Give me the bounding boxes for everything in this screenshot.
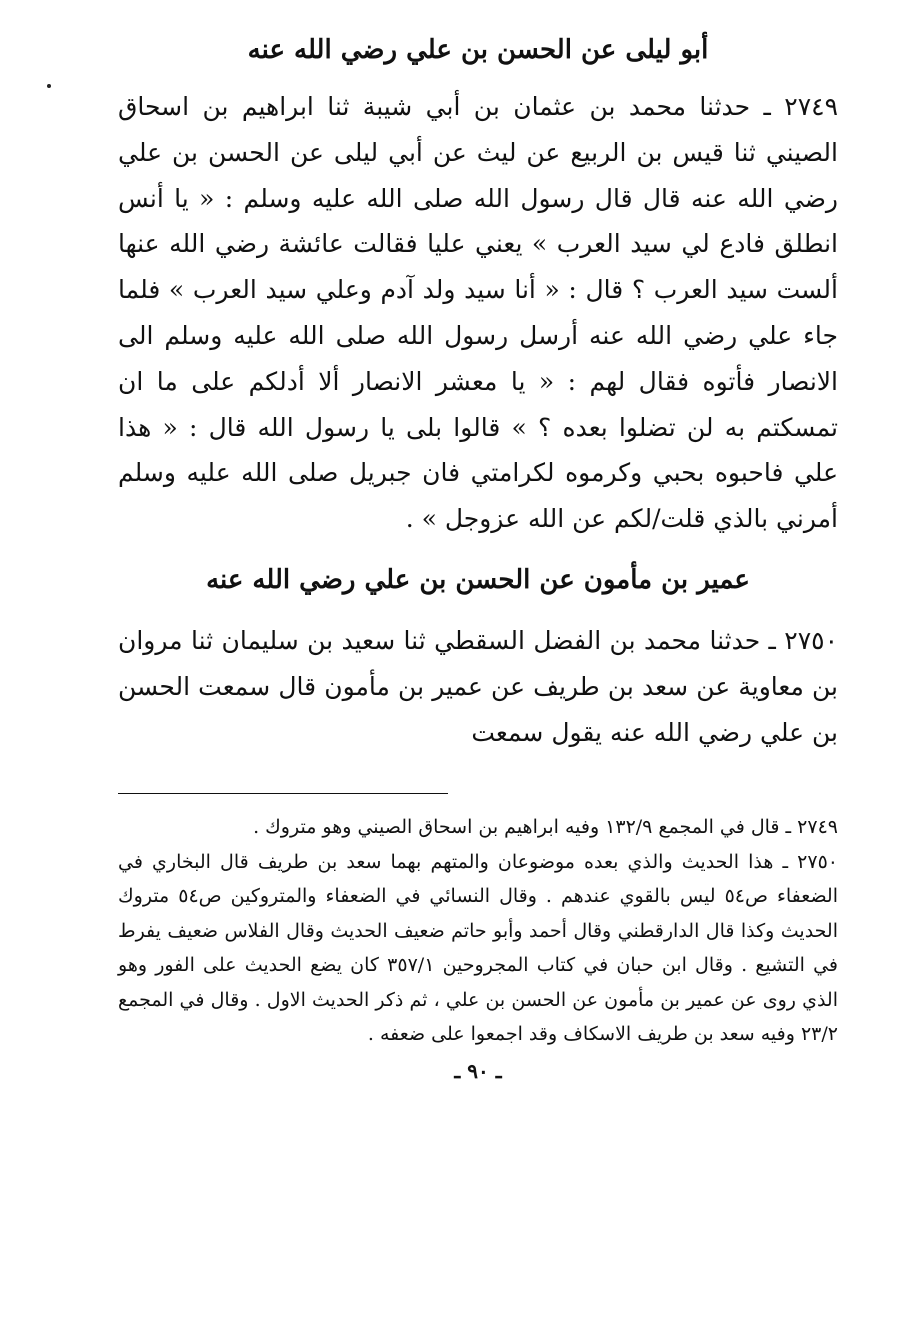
footnote-2750: ٢٧٥٠ ـ هذا الحديث والذي بعده موضوعان والمتهم بهما سعد بن طريف قال البخاري في الضعفاء ص٥٤ ليس بالقوي عندهم . وقال النسائي في الضعفاء والمتروكين ص٥٤ متروك الحديث وكذا قال الدارقطني وقال أحمد وأبو حاتم ضعيف الحديث وقال الفلاس ضعيف يفرط في التشيع . وقال ابن حبان في كتاب المجروحين ٣٥٧/١ كان يضع الحديث على الفور وهو الذي روى عن عمير بن مأمون عن الحسن بن علي ، ثم ذكر الحديث الاول . وقال في المجمع ٢٣/٢ وفيه سعد بن طريف الاسكاف وقد اجمعوا على ضعفه . [118,850,839,1046]
page-number: ـ ٩٠ ـ [454,1058,502,1083]
section-heading-abu-layla: أبو ليلى عن الحسن بن علي رضي الله عنه [247,35,709,65]
document-page [118,30,838,1086]
hadith-2750: ٢٧٥٠ ـ حدثنا محمد بن الفضل السقطي ثنا سعيد بن سليمان ثنا مروان بن معاوية عن سعد بن طريف عن عمير بن مأمون قال سمعت الحسن بن علي رضي الله عنه يقول سمعت [118,625,838,747]
stray-mark [47,84,51,88]
main-text-block-1 [118,84,838,542]
footnote-divider [118,793,448,794]
footnote-2749: ٢٧٤٩ ـ قال في المجمع ١٣٢/٩ وفيه ابراهيم بن اسحاق الصيني وهو متروك . [253,816,838,839]
section-heading-umayr: عمير بن مأمون عن الحسن بن علي رضي الله عنه [206,564,750,595]
hadith-2749: ٢٧٤٩ ـ حدثنا محمد بن عثمان بن أبي شيبة ثنا ابراهيم بن اسحاق الصيني ثنا قيس بن الربيع عن ليث عن أبي ليلى عن الحسن بن علي رضي الله عنه قال قال رسول الله صلى الله عليه وسلم : « يا أنس انطلق فادع لي سيد العرب » يعني عليا فقالت عائشة رضي الله عنها ألست سيد العرب ؟ قال : « أنا سيد ولد آدم وعلي سيد العرب » فلما جاء علي رضي الله عنه أرسل رسول الله صلى الله عليه وسلم الى الانصار فأتوه فقال لهم : « يا معشر الانصار ألا أدلكم على ما ان تمسكتم به لن تضلوا بعده ؟ » قالوا بلى يا رسول الله قال : « هذا علي فاحبوه بحبي وكرموه لكرامتي فان جبريل صلى الله عليه وسلم أمرني بالذي قلت/لكم عن الله عزوجل » . [118,92,838,534]
footnotes [118,810,838,1052]
main-text-block-2 [118,618,838,755]
